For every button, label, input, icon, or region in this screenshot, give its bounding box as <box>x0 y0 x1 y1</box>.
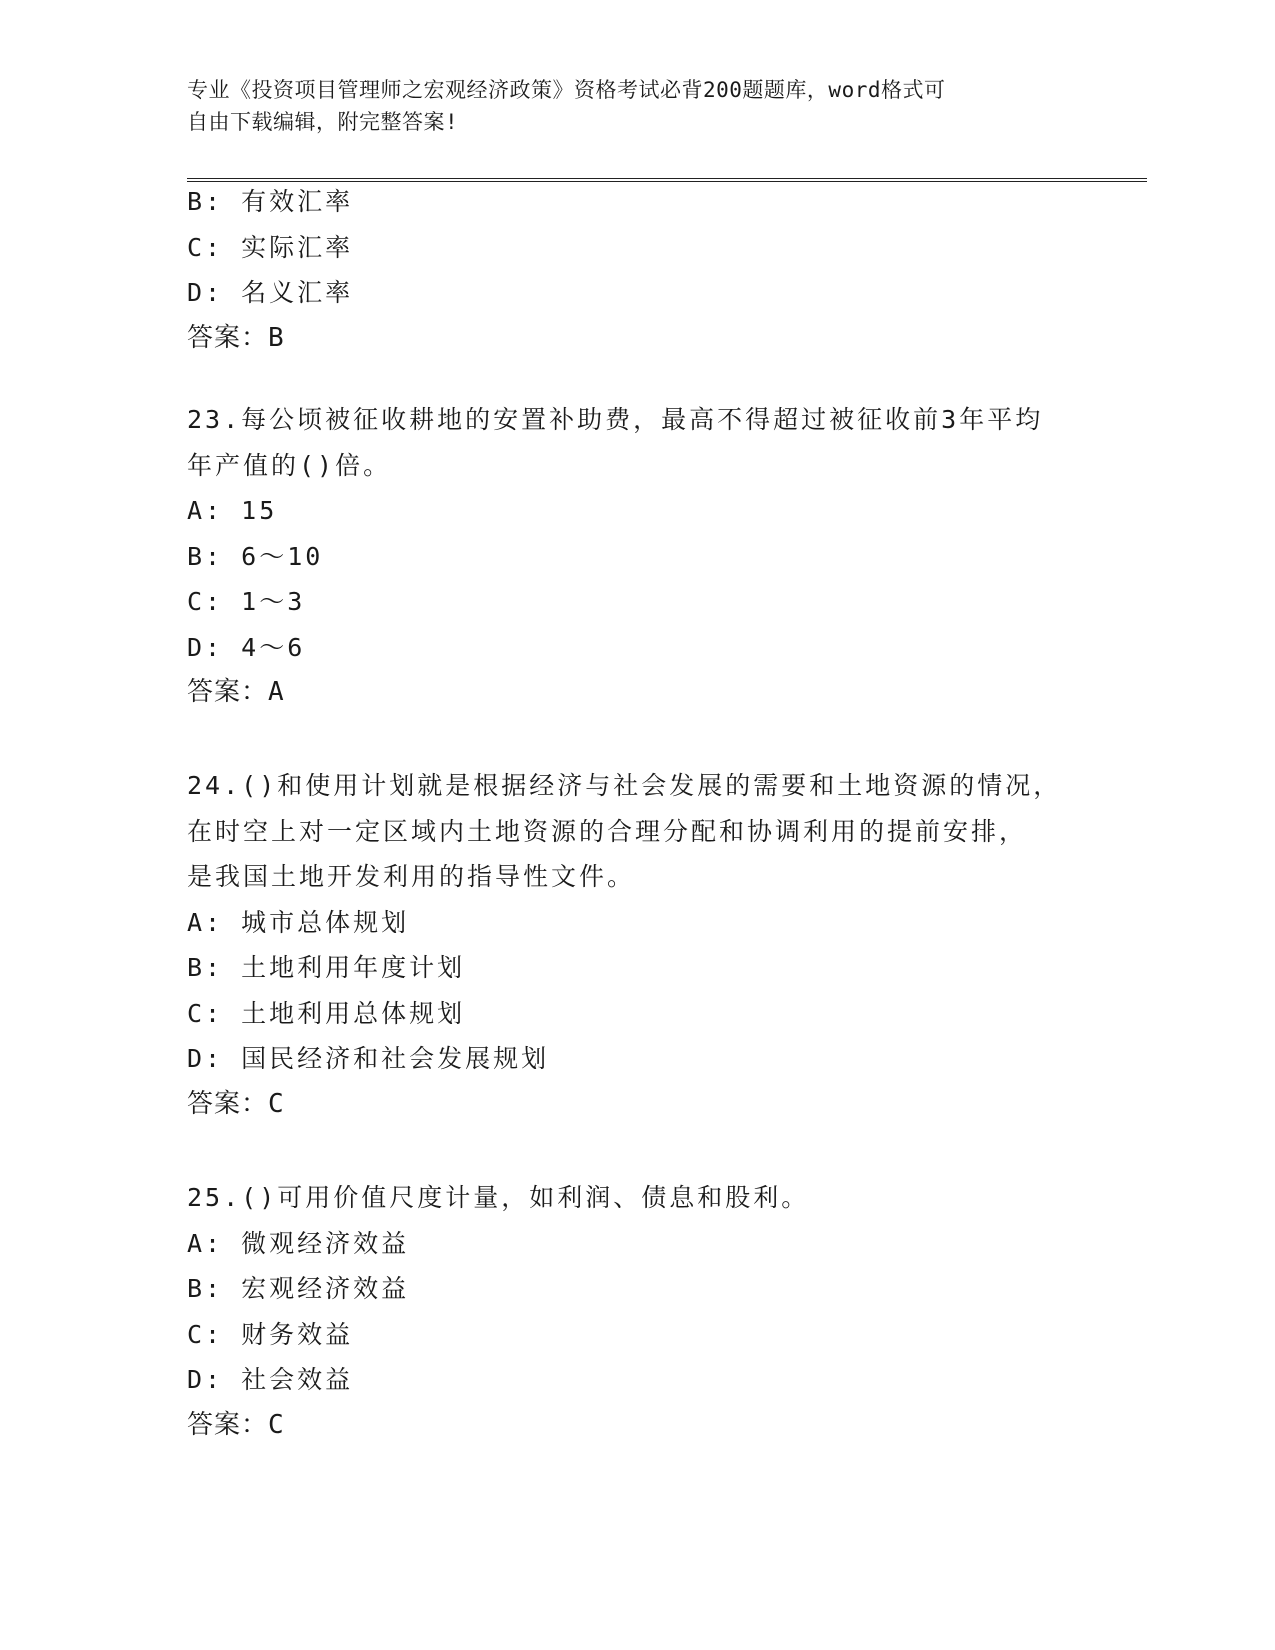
question-stem-line: 25.()可用价值尺度计量，如利润、债息和股利。 <box>187 1183 810 1212</box>
question-23 <box>187 397 1087 716</box>
header-line-1: 专业《投资项目管理师之宏观经济政策》资格考试必背200题题库，word格式可 <box>187 78 946 102</box>
option-a: A: 城市总体规划 <box>187 907 410 937</box>
question-24 <box>187 763 1087 1127</box>
question-stem-line: 年产值的()倍。 <box>187 450 392 480</box>
option-c: C: 财务效益 <box>187 1319 354 1349</box>
question-stem-line: 是我国土地开发利用的指导性文件。 <box>187 862 636 891</box>
option-d: D: 国民经济和社会发展规划 <box>187 1044 550 1073</box>
answer: 答案：B <box>187 322 285 353</box>
document-header <box>187 74 1087 138</box>
question-stem-line: 23.每公顷被征收耕地的安置补助费，最高不得超过被征收前3年平均 <box>187 405 1044 434</box>
option-a: A: 15 <box>187 496 278 525</box>
question-stem-line: 24.()和使用计划就是根据经济与社会发展的需要和土地资源的情况， <box>187 771 1062 800</box>
question-stem-line: 在时空上对一定区域内土地资源的合理分配和协调利用的提前安排， <box>187 816 1028 846</box>
answer: 答案：C <box>187 1409 285 1440</box>
option-b: B: 土地利用年度计划 <box>187 953 466 982</box>
question-22-tail <box>187 179 1087 361</box>
option-d: D: 社会效益 <box>187 1365 354 1394</box>
option-a: A: 微观经济效益 <box>187 1228 410 1258</box>
option-c: C: 土地利用总体规划 <box>187 998 466 1028</box>
option-c: C: 1～3 <box>187 587 306 616</box>
option-d: D: 4～6 <box>187 632 306 662</box>
answer: 答案：A <box>187 677 285 707</box>
header-line-2: 自由下载编辑，附完整答案! <box>187 110 459 134</box>
option-d: D: 名义汇率 <box>187 278 354 307</box>
option-c: C: 实际汇率 <box>187 232 354 262</box>
option-b: B: 6～10 <box>187 541 324 571</box>
answer: 答案：C <box>187 1088 285 1119</box>
option-b: B: 有效汇率 <box>187 187 354 216</box>
question-25 <box>187 1175 1087 1448</box>
option-b: B: 宏观经济效益 <box>187 1274 410 1303</box>
